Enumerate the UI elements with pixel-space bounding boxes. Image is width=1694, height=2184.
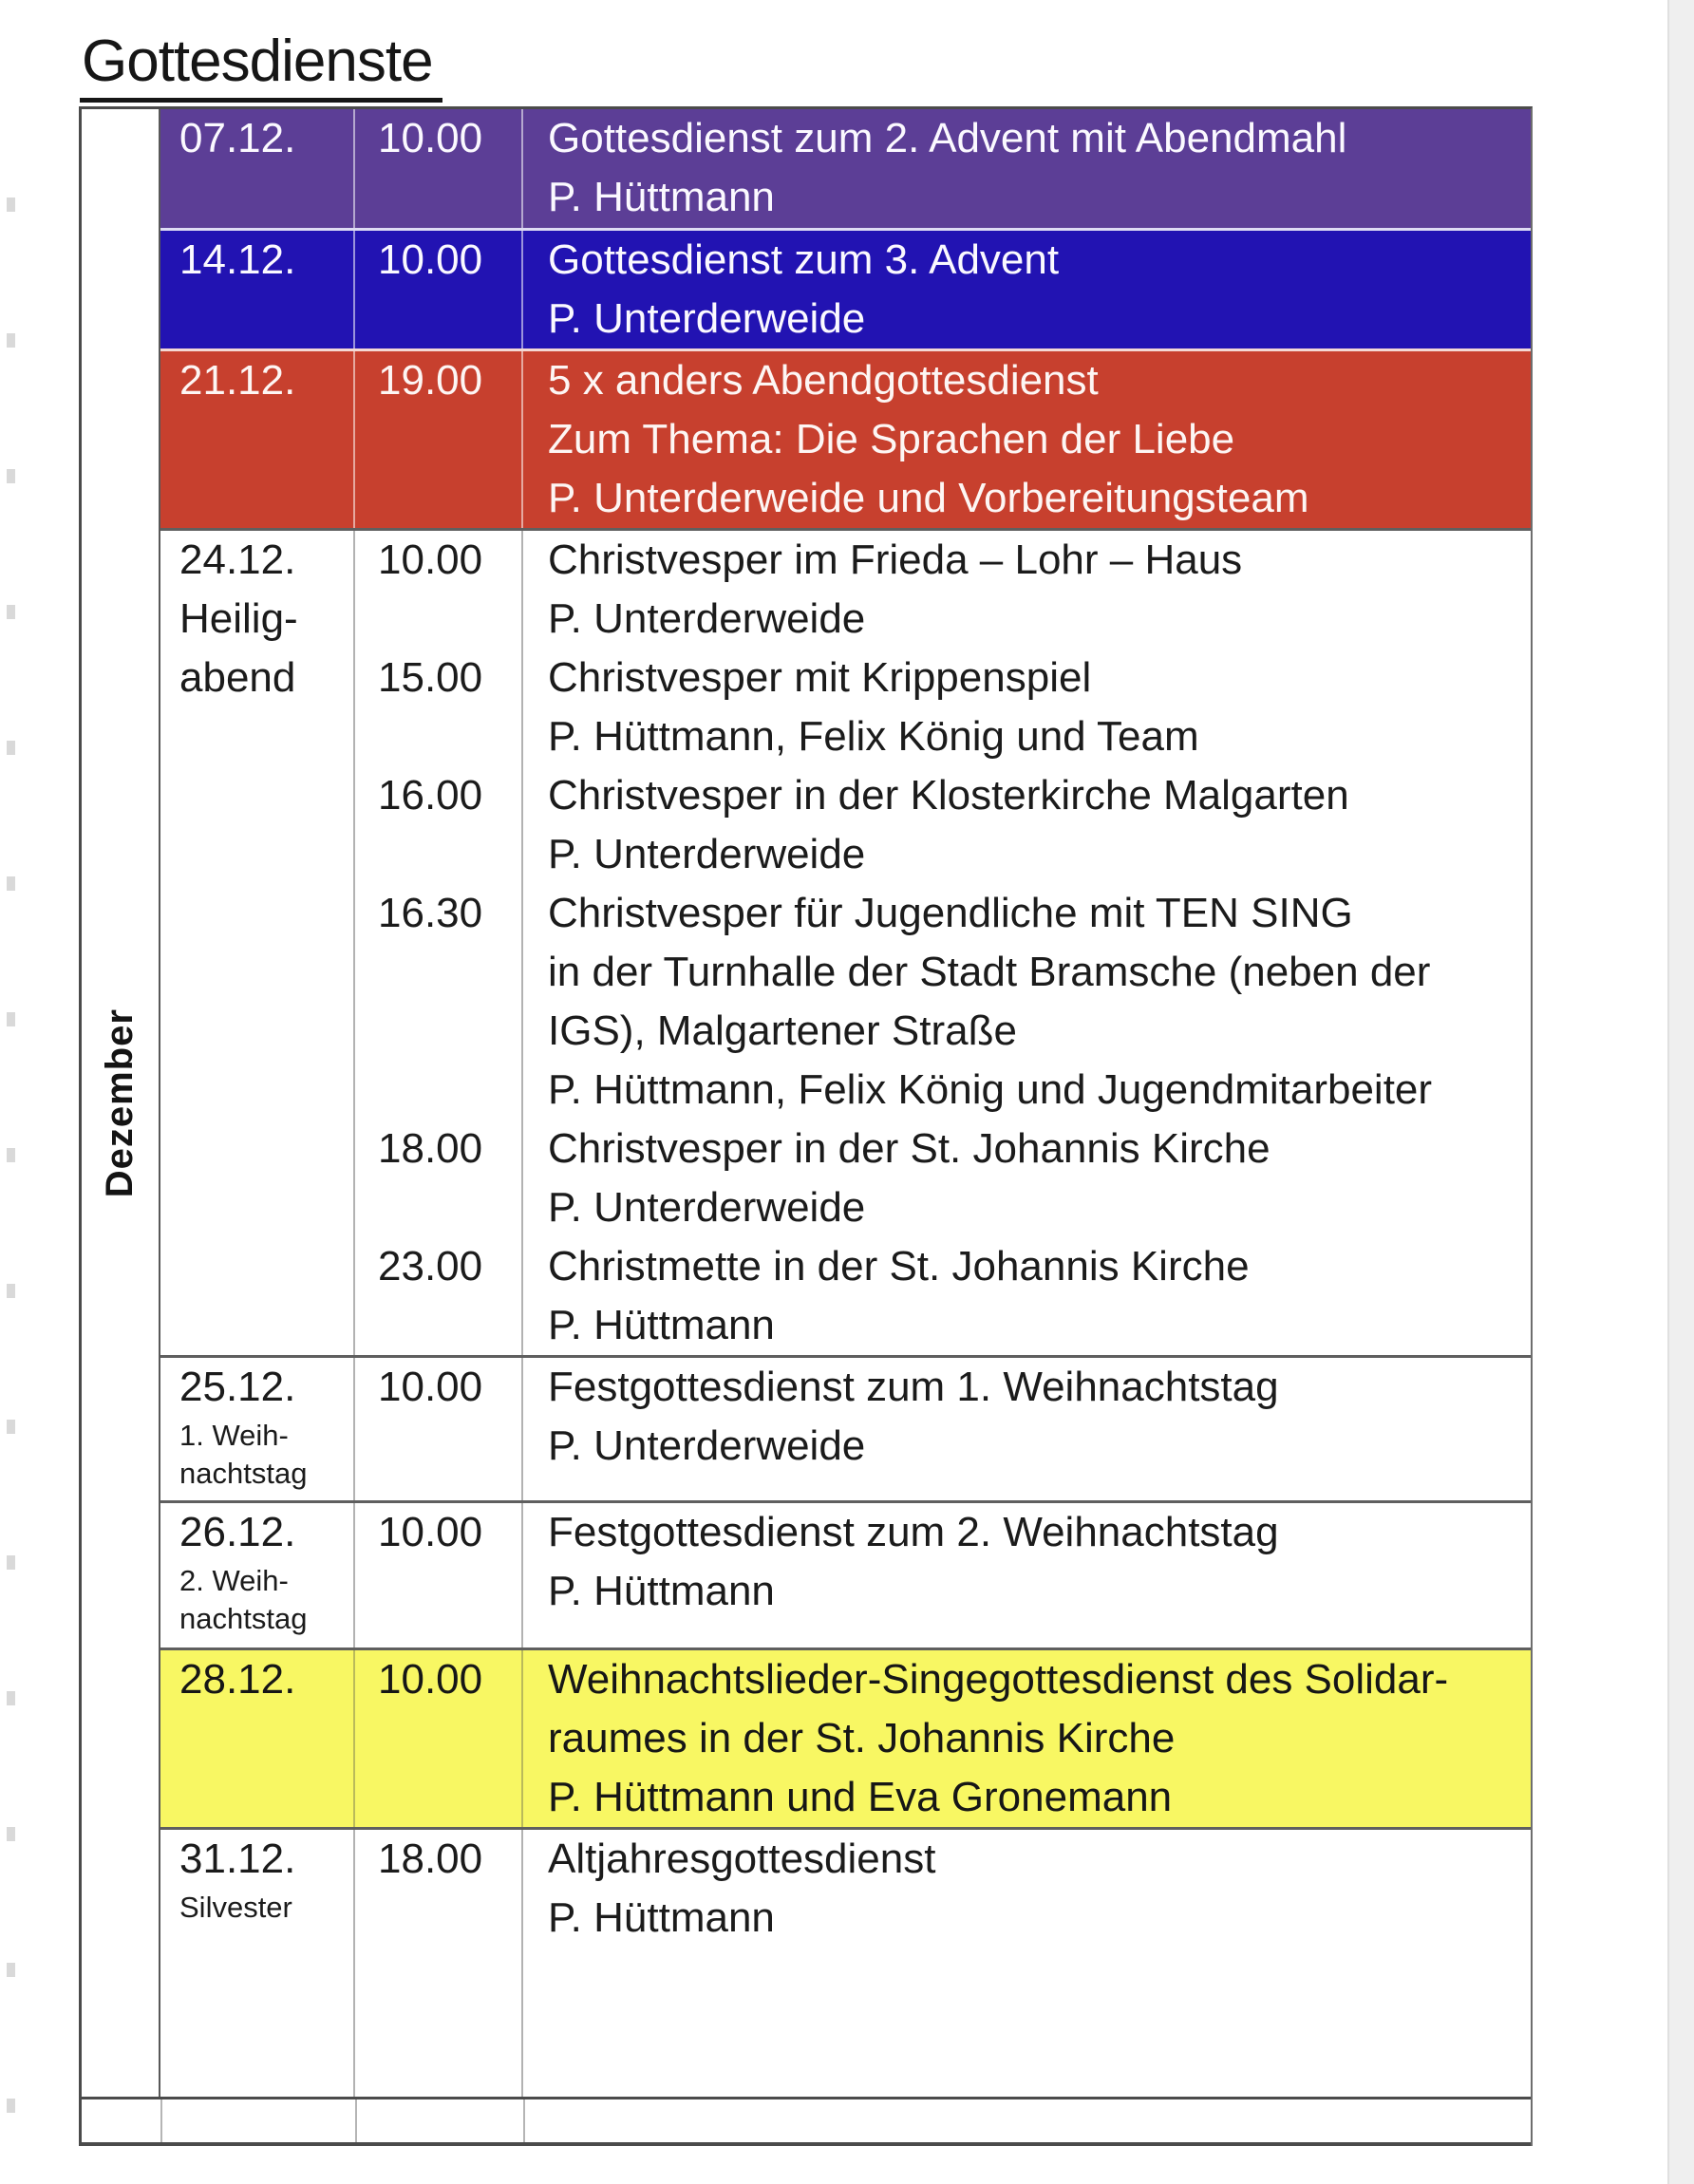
description-line: Gottesdienst zum 3. Advent	[548, 236, 1060, 283]
description-line: IGS), Malgartener Straße	[548, 1007, 1017, 1054]
date-sublabel: 1. Weih-	[179, 1419, 289, 1452]
description-line: Festgottesdienst zum 1. Weihnachtstag	[548, 1364, 1279, 1410]
entries	[355, 531, 1531, 1355]
date-cell	[160, 1503, 355, 1647]
schedule-table	[79, 106, 1533, 2146]
time-cell	[355, 1503, 523, 1647]
date-label: 25.12.	[179, 1364, 296, 1410]
date-label: 26.12.	[179, 1509, 296, 1555]
description-line: P. Unterderweide	[548, 1422, 866, 1469]
description-line: P. Hüttmann	[548, 1568, 775, 1614]
table-row	[160, 348, 1531, 528]
description-cell	[523, 1650, 1531, 1827]
page-title: Gottesdienste	[80, 32, 442, 103]
description-line: Weihnachtslieder-Singegottesdienst des Solidar-	[548, 1656, 1449, 1703]
date-sublabel: nachtstag	[179, 1457, 308, 1490]
date-sublabel: abend	[179, 654, 296, 701]
table-row	[160, 1647, 1531, 1827]
date-cell	[160, 1830, 355, 2097]
time-cell	[355, 1237, 523, 1355]
date-cell	[160, 531, 355, 1355]
bottom-empty-row	[82, 2097, 1531, 2146]
time-value: 15.00	[378, 654, 483, 701]
date-label: 07.12.	[179, 115, 296, 161]
description-line: P. Hüttmann, Felix König und Team	[548, 713, 1199, 760]
time-value: 19.00	[378, 357, 483, 404]
date-cell	[160, 109, 355, 228]
description-line: Zum Thema: Die Sprachen der Liebe	[548, 416, 1235, 462]
description-line: Christvesper im Frieda – Lohr – Haus	[548, 537, 1243, 583]
date-label: 21.12.	[179, 357, 296, 404]
description-cell	[523, 1120, 1531, 1237]
bottom-empty-cell	[357, 2099, 525, 2142]
description-cell	[523, 231, 1531, 348]
description-line: Festgottesdienst zum 2. Weihnachtstag	[548, 1509, 1279, 1555]
month-column	[82, 109, 160, 2097]
table-row	[160, 228, 1531, 348]
schedule-entry	[355, 1120, 1531, 1237]
time-cell	[355, 351, 523, 528]
schedule-entry	[355, 649, 1531, 766]
time-cell	[355, 1830, 523, 2097]
schedule-entry	[355, 766, 1531, 884]
description-line: P. Unterderweide	[548, 595, 866, 642]
table-row	[160, 1827, 1531, 2097]
description-line: P. Unterderweide	[548, 831, 866, 877]
description-line: Christvesper in der Klosterkirche Malgarten	[548, 772, 1349, 819]
time-cell	[355, 649, 523, 766]
date-sublabel: Silvester	[179, 1891, 292, 1924]
entries	[355, 1830, 1531, 2097]
description-cell	[523, 109, 1531, 228]
time-cell	[355, 884, 523, 1120]
table-row	[160, 1500, 1531, 1647]
schedule-entry	[355, 231, 1531, 348]
entries	[355, 351, 1531, 528]
description-line: P. Unterderweide	[548, 295, 866, 342]
description-line: P. Hüttmann	[548, 1894, 775, 1941]
schedule-entry	[355, 351, 1531, 528]
description-cell	[523, 1830, 1531, 2097]
description-line: P. Hüttmann und Eva Gronemann	[548, 1774, 1173, 1820]
time-value: 16.30	[378, 890, 483, 936]
description-line: Christmette in der St. Johannis Kirche	[548, 1243, 1250, 1290]
description-line: in der Turnhalle der Stadt Bramsche (neben der	[548, 949, 1431, 995]
time-value: 10.00	[378, 1509, 483, 1555]
description-cell	[523, 766, 1531, 884]
description-line: P. Hüttmann, Felix König und Jugendmitarbeiter	[548, 1066, 1433, 1113]
scan-edge-marks	[7, 76, 15, 2175]
description-line: P. Unterderweide und Vorbereitungsteam	[548, 475, 1309, 521]
schedule-entry	[355, 1830, 1531, 2097]
description-line: raumes in der St. Johannis Kirche	[548, 1715, 1176, 1761]
time-value: 10.00	[378, 537, 483, 583]
description-cell	[523, 884, 1531, 1120]
description-cell	[523, 351, 1531, 528]
date-cell	[160, 1650, 355, 1827]
time-cell	[355, 1358, 523, 1500]
description-cell	[523, 531, 1531, 649]
date-cell	[160, 231, 355, 348]
entries	[355, 231, 1531, 348]
time-value: 18.00	[378, 1125, 483, 1172]
description-line: P. Hüttmann	[548, 1302, 775, 1348]
time-cell	[355, 1650, 523, 1827]
description-cell	[523, 649, 1531, 766]
time-value: 10.00	[378, 236, 483, 283]
schedule-entry	[355, 884, 1531, 1120]
schedule-entry	[355, 1650, 1531, 1827]
bottom-empty-cell	[162, 2099, 357, 2142]
time-cell	[355, 231, 523, 348]
time-value: 18.00	[378, 1836, 483, 1882]
date-cell	[160, 1358, 355, 1500]
schedule-entry	[355, 1237, 1531, 1355]
description-line: Christvesper für Jugendliche mit TEN SING	[548, 890, 1353, 936]
description-cell	[523, 1503, 1531, 1647]
schedule-entry	[355, 1358, 1531, 1500]
bottom-empty-cell	[82, 2099, 162, 2142]
entries	[355, 109, 1531, 228]
entries	[355, 1503, 1531, 1647]
description-line: Gottesdienst zum 2. Advent mit Abendmahl	[548, 115, 1347, 161]
description-line: Christvesper mit Krippenspiel	[548, 654, 1092, 701]
schedule-entry	[355, 531, 1531, 649]
table-row	[160, 1355, 1531, 1500]
description-line: P. Hüttmann	[548, 174, 775, 220]
date-label: 28.12.	[179, 1656, 296, 1703]
time-value: 16.00	[378, 772, 483, 819]
entries	[355, 1650, 1531, 1827]
date-label: 14.12.	[179, 236, 296, 283]
time-value: 10.00	[378, 115, 483, 161]
date-sublabel: Heilig-	[179, 595, 298, 642]
date-cell	[160, 351, 355, 528]
schedule-table-body	[82, 109, 1531, 2097]
time-value: 10.00	[378, 1364, 483, 1410]
description-cell	[523, 1237, 1531, 1355]
date-sublabel: 2. Weih-	[179, 1564, 289, 1597]
table-row	[160, 528, 1531, 1355]
table-row	[160, 109, 1531, 228]
date-sublabel: nachtstag	[179, 1602, 308, 1635]
schedule-entry	[355, 1503, 1531, 1647]
time-cell	[355, 531, 523, 649]
date-label: 24.12.	[179, 537, 296, 583]
description-line: P. Unterderweide	[548, 1184, 866, 1231]
title-wrap	[80, 28, 442, 103]
description-line: Christvesper in der St. Johannis Kirche	[548, 1125, 1270, 1172]
date-label: 31.12.	[179, 1836, 296, 1882]
page-edge	[1667, 0, 1694, 2184]
time-value: 23.00	[378, 1243, 483, 1290]
schedule-entry	[355, 109, 1531, 228]
entries	[355, 1358, 1531, 1500]
description-cell	[523, 1358, 1531, 1500]
description-line: 5 x anders Abendgottesdienst	[548, 357, 1099, 404]
month-label: Dezember	[99, 1007, 141, 1198]
description-line: Altjahresgottesdienst	[548, 1836, 936, 1882]
schedule-rows	[160, 109, 1531, 2097]
bottom-empty-cell	[525, 2099, 1531, 2142]
time-cell	[355, 109, 523, 228]
time-cell	[355, 766, 523, 884]
time-cell	[355, 1120, 523, 1237]
time-value: 10.00	[378, 1656, 483, 1703]
